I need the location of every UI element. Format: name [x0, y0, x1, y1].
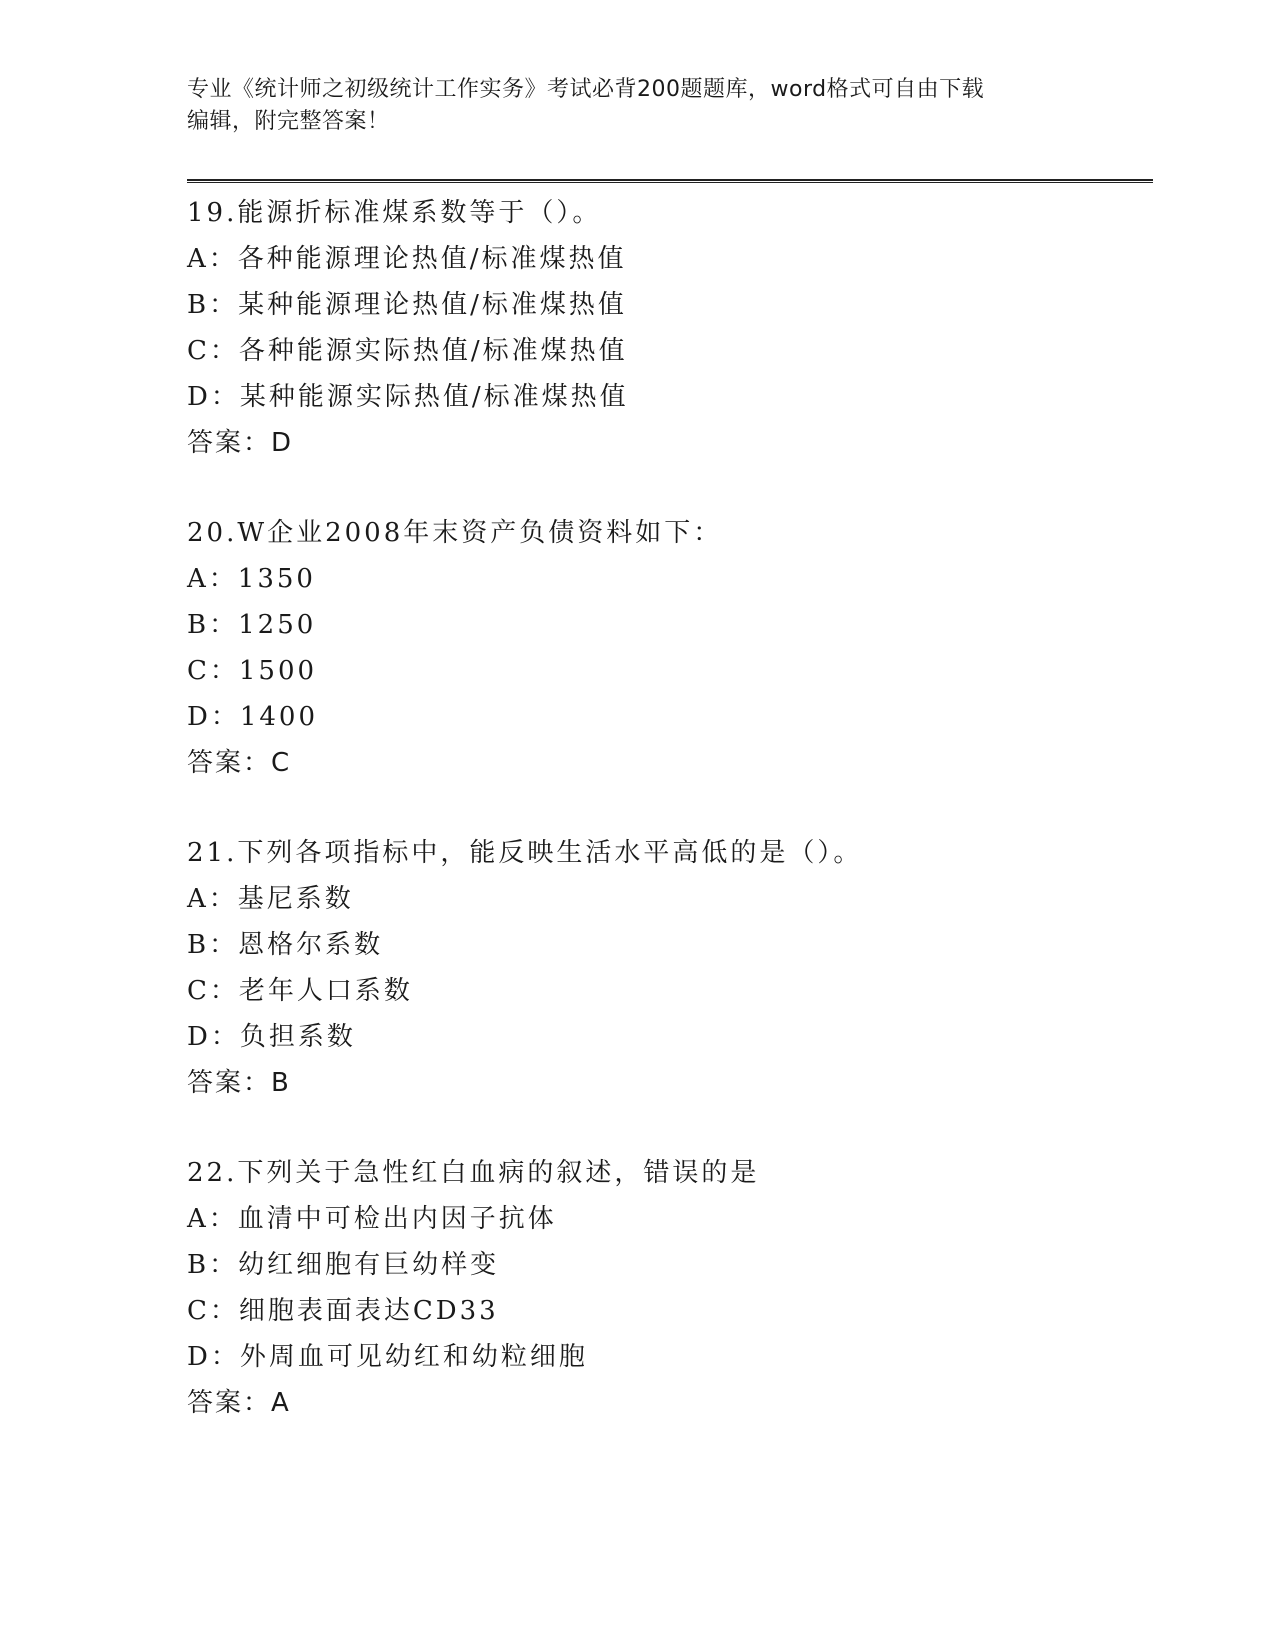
- question-stem: 19.能源折标准煤系数等于（）。: [187, 198, 602, 228]
- option-a: A：基尼系数: [187, 884, 354, 914]
- spacer: [187, 1106, 1127, 1150]
- question-19: [187, 190, 1127, 466]
- header-line-2: 编辑，附完整答案！: [187, 109, 390, 134]
- question-20: [187, 510, 1127, 786]
- option-d: D：1400: [187, 702, 319, 732]
- option-a: A：血清中可检出内因子抗体: [187, 1204, 557, 1234]
- answer: 答案：D: [187, 428, 294, 458]
- question-stem: 22.下列关于急性红白血病的叙述，错误的是: [187, 1158, 760, 1188]
- header-line-1: 专业《统计师之初级统计工作实务》考试必背200题题库，word格式可自由下载: [187, 77, 985, 102]
- answer: 答案：B: [187, 1068, 291, 1098]
- option-c: C：1500: [187, 656, 318, 686]
- answer: 答案：C: [187, 748, 292, 778]
- document-header: [187, 74, 1087, 138]
- option-d: D：负担系数: [187, 1022, 356, 1052]
- header-divider: [187, 179, 1153, 183]
- answer: 答案：A: [187, 1388, 291, 1418]
- option-b: B：幼红细胞有巨幼样变: [187, 1250, 500, 1280]
- question-22: [187, 1150, 1127, 1426]
- question-list: [187, 190, 1127, 1426]
- option-c: C：老年人口系数: [187, 976, 413, 1006]
- spacer: [187, 786, 1127, 830]
- option-b: B：1250: [187, 610, 317, 640]
- question-21: [187, 830, 1127, 1106]
- option-b: B：恩格尔系数: [187, 930, 384, 960]
- spacer: [187, 466, 1127, 510]
- option-b: B：某种能源理论热值/标准煤热值: [187, 290, 627, 320]
- question-stem: 21.下列各项指标中，能反映生活水平高低的是（）。: [187, 838, 863, 868]
- question-stem: 20.W企业2008年末资产负债资料如下：: [187, 518, 723, 548]
- option-a: A：各种能源理论热值/标准煤热值: [187, 244, 627, 274]
- option-a: A：1350: [187, 564, 316, 594]
- option-c: C：各种能源实际热值/标准煤热值: [187, 336, 628, 366]
- option-c: C：细胞表面表达CD33: [187, 1296, 499, 1326]
- option-d: D：某种能源实际热值/标准煤热值: [187, 382, 629, 412]
- option-d: D：外周血可见幼红和幼粒细胞: [187, 1342, 588, 1372]
